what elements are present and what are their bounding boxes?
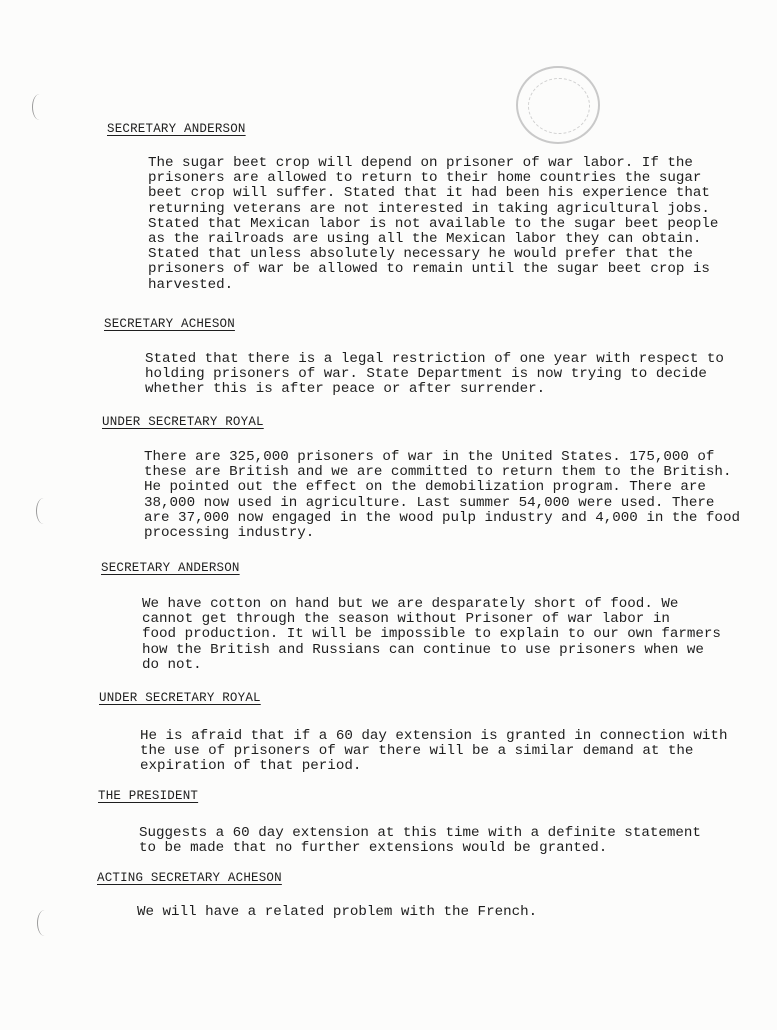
speaker-statement: He is afraid that if a 60 day extension is granted in connection with the use of prisoners of war there will be a similar demand at the expiration of that period. — [140, 728, 728, 775]
speaker-heading: UNDER SECRETARY ROYAL — [102, 415, 264, 429]
speaker-statement: We will have a related problem with the French. — [137, 904, 538, 920]
punch-hole-mark — [32, 94, 47, 120]
speaker-statement: Suggests a 60 day extension at this time with a definite statement to be made that no further extensions would be granted. — [139, 825, 701, 857]
speaker-heading: UNDER SECRETARY ROYAL — [99, 691, 261, 705]
speaker-heading: SECRETARY ACHESON — [104, 317, 235, 331]
speaker-heading: SECRETARY ANDERSON — [107, 122, 246, 136]
speaker-statement: We have cotton on hand but we are desparately short of food. We cannot get through the season without Prisoner of war labor in food production. It will be impossible to explain to our own farmers how the British and Russians can continue to use prisoners when we do not. — [142, 596, 721, 673]
speaker-statement: There are 325,000 prisoners of war in the United States. 175,000 of these are British and we are committed to return them to the British. He pointed out the effect on the demobilization program. There are 38,000 now used in agriculture. Last summer 54,000 were used. There are 37,000 now engaged in the wood pulp industry and 4,000 in the food processing industry. — [144, 449, 740, 542]
speaker-statement: The sugar beet crop will depend on prisoner of war labor. If the prisoners are allowed to return to their home countries the sugar beet crop will suffer. Stated that it had been his experience that returning veterans are not interested in taking agricultural jobs. Stated that Mexican labor is not available to the sugar beet people as the railroads are using all the Mexican labor they can obtain. Stated that unless absolutely necessary he would prefer that the prisoners of war be allowed to remain until the sugar beet crop is harvested. — [148, 155, 719, 293]
speaker-heading: SECRETARY ANDERSON — [101, 561, 240, 575]
speaker-heading: THE PRESIDENT — [98, 789, 199, 803]
archives-stamp-ring — [528, 78, 590, 134]
archives-stamp — [516, 66, 600, 144]
speaker-statement: Stated that there is a legal restriction of one year with respect to holding prisoners of war. State Department is now trying to decide whether this is after peace or after surrender. — [145, 351, 724, 398]
punch-hole-mark — [37, 910, 52, 936]
speaker-heading: ACTING SECRETARY ACHESON — [97, 871, 282, 885]
punch-hole-mark — [36, 498, 51, 524]
